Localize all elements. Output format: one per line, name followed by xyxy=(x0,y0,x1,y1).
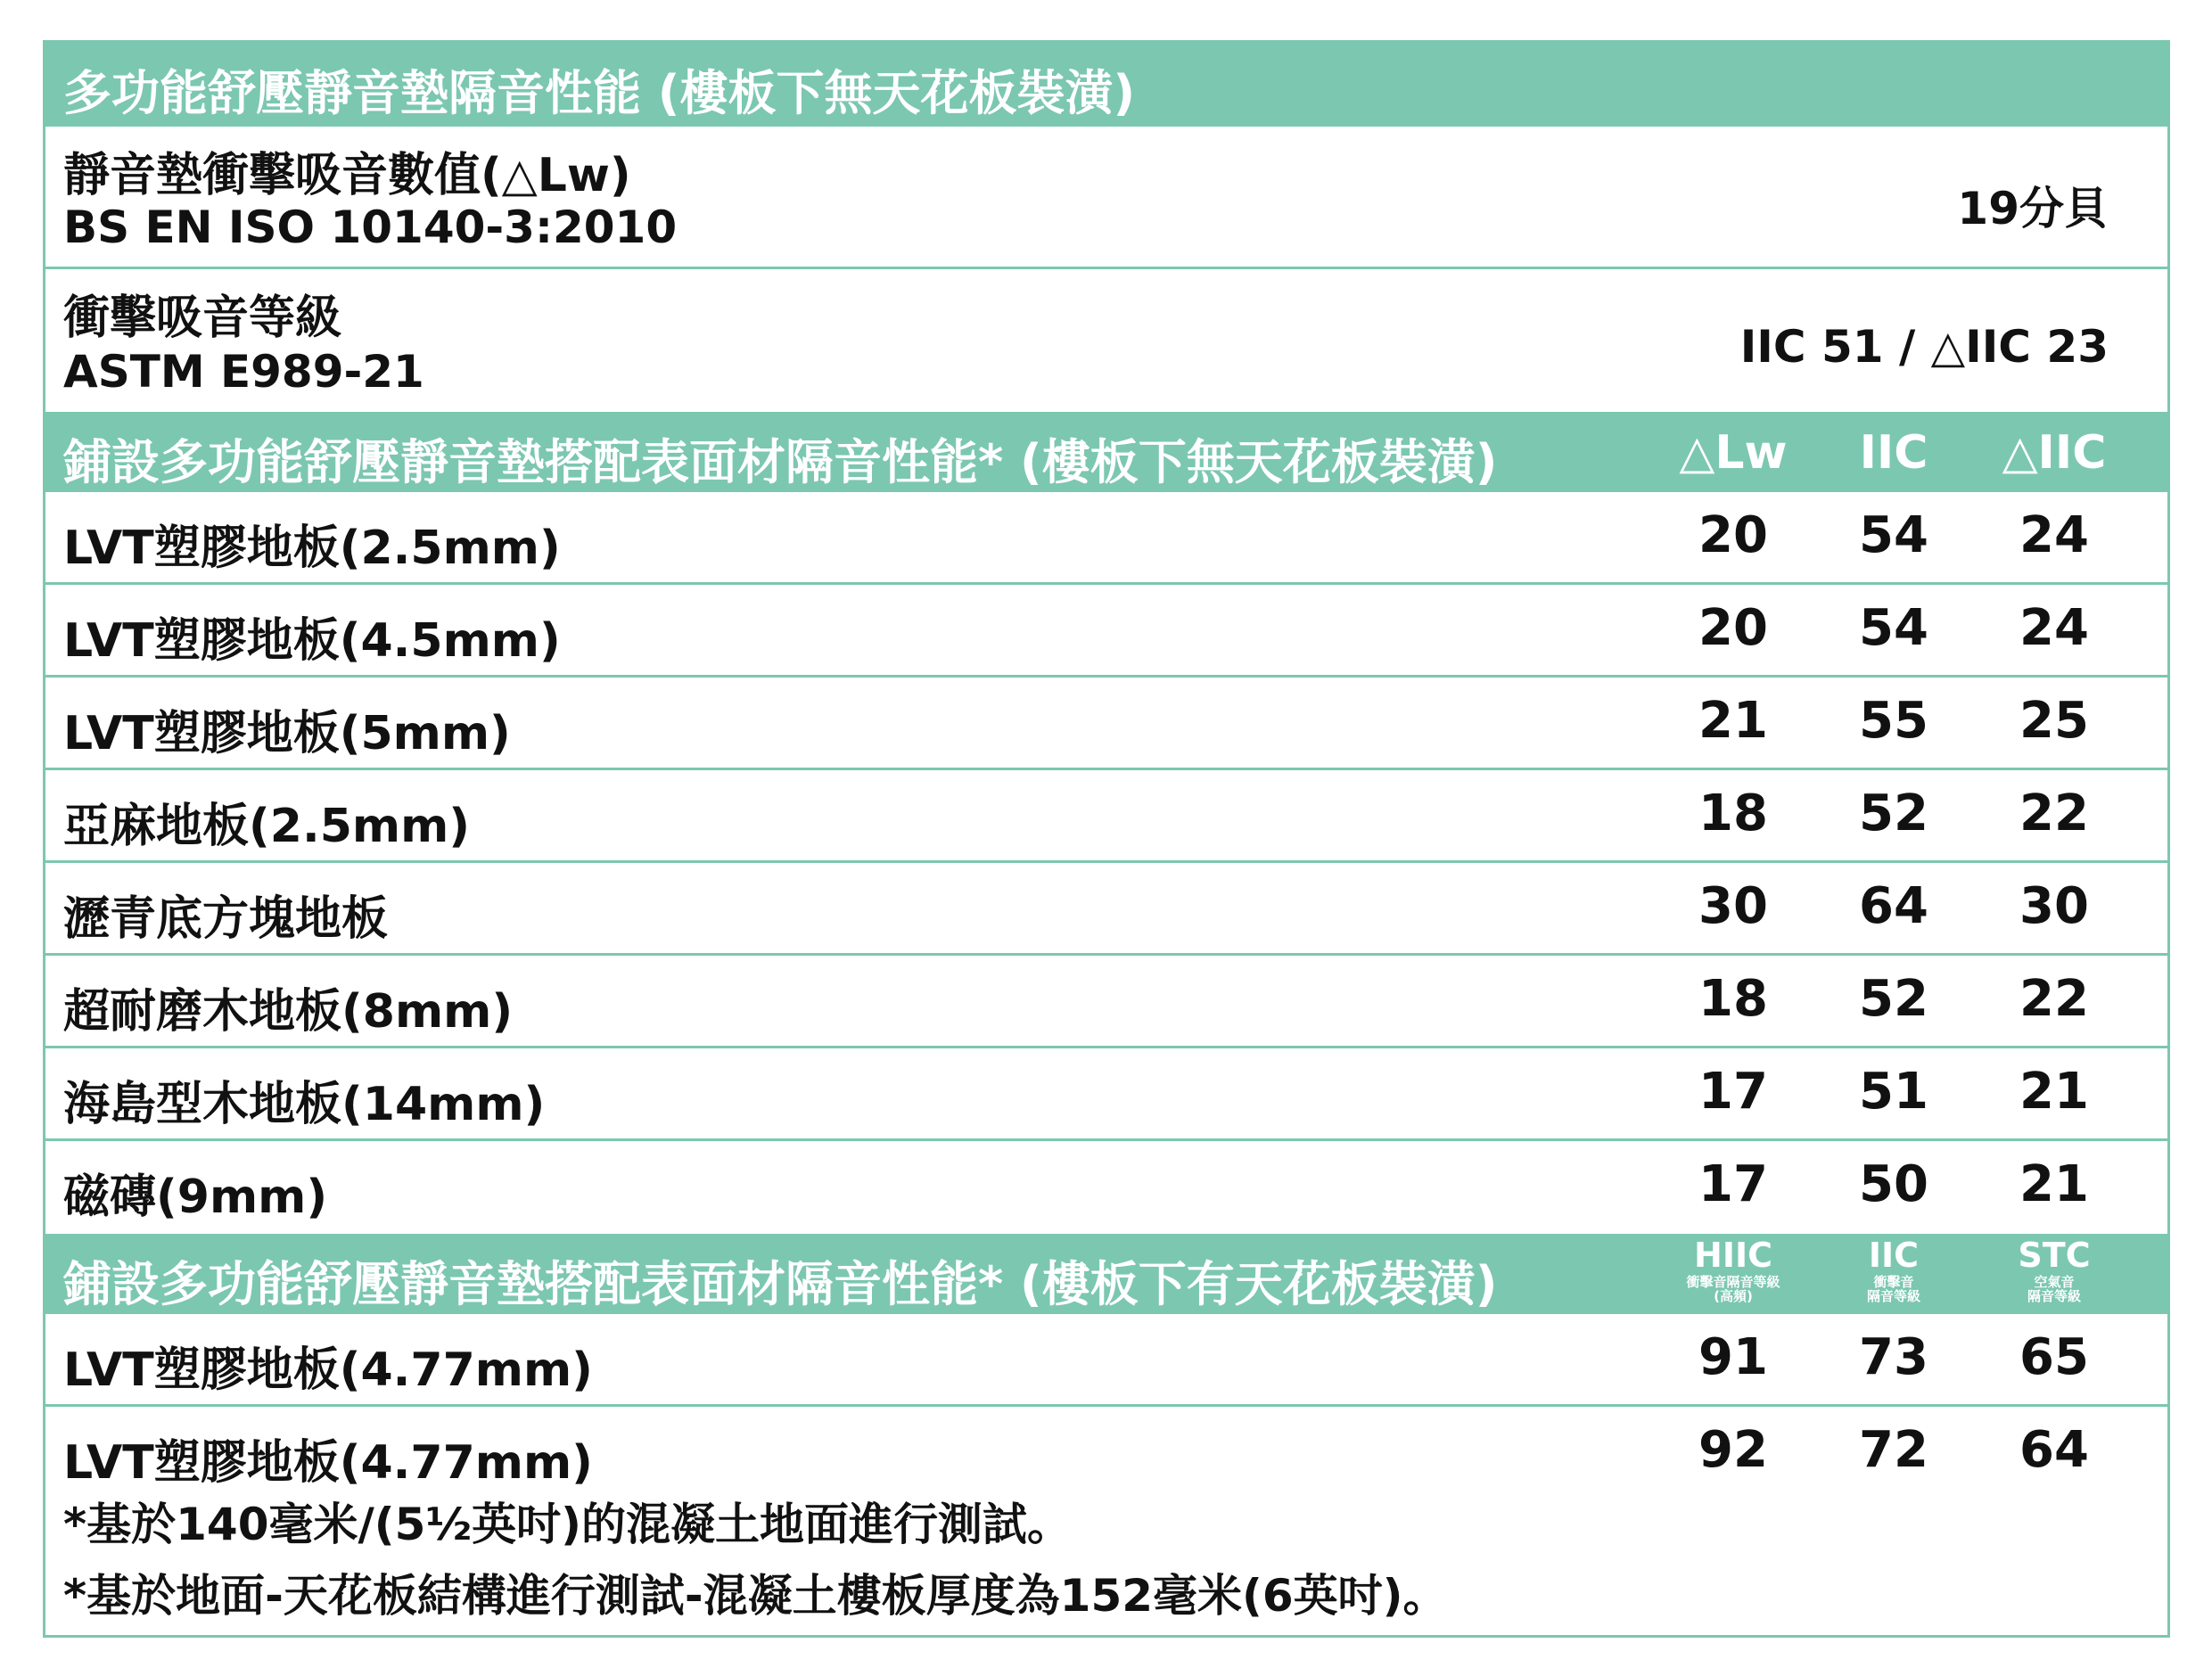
table-row xyxy=(45,1314,2167,1407)
cell-delta-iic: 24 xyxy=(2019,599,2089,657)
section2-header xyxy=(45,412,2167,492)
column-header-sub: 衝擊音隔音等級 xyxy=(1686,1273,1780,1290)
table-row xyxy=(45,1141,2167,1234)
column-header-iic xyxy=(1805,1237,1983,1304)
column-header-label: IIC xyxy=(1868,1236,1920,1275)
row-material: 亞麻地板(2.5mm) xyxy=(63,800,471,853)
cell-iic: 64 xyxy=(1859,877,1928,935)
column-header-label: STC xyxy=(2018,1236,2091,1275)
cell-iic: 54 xyxy=(1859,599,1928,657)
cell-delta-lw: 21 xyxy=(1698,692,1768,750)
spec-value: 19分貝 xyxy=(1957,183,2109,234)
table-row xyxy=(45,956,2167,1048)
cell-iic: 55 xyxy=(1859,692,1928,750)
cell-delta-iic: 22 xyxy=(2019,785,2089,842)
section2-title: 鋪設多功能舒壓靜音墊搭配表面材隔音性能* (樓板下無天花板裝潢) xyxy=(63,434,1498,490)
column-header-sub: 隔音等級 xyxy=(1866,1288,1920,1305)
cell-delta-iic: 21 xyxy=(2019,1063,2089,1121)
section1-header xyxy=(45,43,2167,127)
cell-stc: 64 xyxy=(2019,1421,2089,1479)
cell-stc: 65 xyxy=(2019,1328,2089,1386)
spec-label: 衝擊吸音等級 xyxy=(63,292,342,345)
cell-delta-lw: 17 xyxy=(1698,1155,1768,1213)
cell-iic: 73 xyxy=(1859,1328,1928,1386)
column-header-sub: 隔音等級 xyxy=(2027,1288,2081,1305)
row-material: LVT塑膠地板(4.77mm) xyxy=(63,1436,593,1490)
cell-delta-lw: 20 xyxy=(1698,506,1768,564)
column-header-sub: (高頻) xyxy=(1714,1288,1753,1305)
section3-header xyxy=(45,1234,2167,1314)
spec-standard: BS EN ISO 10140-3:2010 xyxy=(63,201,678,253)
cell-delta-iic: 30 xyxy=(2019,877,2089,935)
column-header-hiic xyxy=(1644,1237,1822,1304)
cell-hiic: 92 xyxy=(1698,1421,1768,1479)
row-material: 瀝青底方塊地板 xyxy=(63,892,389,946)
cell-delta-iic: 24 xyxy=(2019,506,2089,564)
cell-delta-lw: 17 xyxy=(1698,1063,1768,1121)
column-header-sub: 空氣音 xyxy=(2034,1273,2075,1290)
cell-iic: 52 xyxy=(1859,970,1928,1028)
cell-iic: 52 xyxy=(1859,785,1928,842)
spec-standard: ASTM E989-21 xyxy=(63,346,424,398)
cell-iic: 54 xyxy=(1859,506,1928,564)
row-material: LVT塑膠地板(4.77mm) xyxy=(63,1343,593,1397)
cell-delta-lw: 30 xyxy=(1698,877,1768,935)
cell-iic: 51 xyxy=(1859,1063,1928,1121)
table-row xyxy=(45,585,2167,678)
row-material: LVT塑膠地板(2.5mm) xyxy=(63,522,561,575)
footnote: *基於地面-天花板結構進行測試-混凝土樓板厚度為152毫米(6英吋)。 xyxy=(63,1570,1448,1622)
column-header-label: HIIC xyxy=(1694,1236,1772,1275)
section1-title: 多功能舒壓靜音墊隔音性能 (樓板下無天花板裝潢) xyxy=(63,65,1136,121)
row-material: 超耐磨木地板(8mm) xyxy=(63,985,514,1039)
column-header-delta-lw: △Lw xyxy=(1679,426,1788,480)
cell-iic: 72 xyxy=(1859,1421,1928,1479)
cell-delta-iic: 21 xyxy=(2019,1155,2089,1213)
row-material: 磁磚(9mm) xyxy=(63,1171,328,1224)
table-row xyxy=(45,678,2167,770)
column-header-delta-iic: △IIC xyxy=(2002,426,2107,480)
table-row xyxy=(45,863,2167,956)
footnote: *基於140毫米/(5½英吋)的混凝土地面進行測試。 xyxy=(63,1499,1073,1550)
cell-delta-lw: 18 xyxy=(1698,970,1768,1028)
cell-iic: 50 xyxy=(1859,1155,1928,1213)
column-header-sub: 衝擊音 xyxy=(1873,1273,1914,1290)
table-row xyxy=(45,1407,2167,1492)
section3-title: 鋪設多功能舒壓靜音墊搭配表面材隔音性能* (樓板下有天花板裝潢) xyxy=(63,1256,1498,1312)
spec-row-iic xyxy=(45,269,2167,412)
column-header-stc xyxy=(1965,1237,2143,1304)
table-row xyxy=(45,770,2167,863)
cell-delta-iic: 25 xyxy=(2019,692,2089,750)
table-row xyxy=(45,1048,2167,1141)
table-row xyxy=(45,492,2167,585)
cell-delta-lw: 18 xyxy=(1698,785,1768,842)
cell-delta-iic: 22 xyxy=(2019,970,2089,1028)
cell-hiic: 91 xyxy=(1698,1328,1768,1386)
cell-delta-lw: 20 xyxy=(1698,599,1768,657)
row-material: LVT塑膠地板(5mm) xyxy=(63,707,511,760)
sound-insulation-table xyxy=(43,40,2170,1638)
row-material: LVT塑膠地板(4.5mm) xyxy=(63,614,561,668)
row-material: 海島型木地板(14mm) xyxy=(63,1078,546,1131)
column-header-iic: IIC xyxy=(1859,426,1928,480)
spec-value: IIC 51 / △IIC 23 xyxy=(1739,321,2109,373)
spec-label: 靜音墊衝擊吸音數值(△Lw) xyxy=(63,149,631,202)
spec-row-delta-lw xyxy=(45,127,2167,269)
